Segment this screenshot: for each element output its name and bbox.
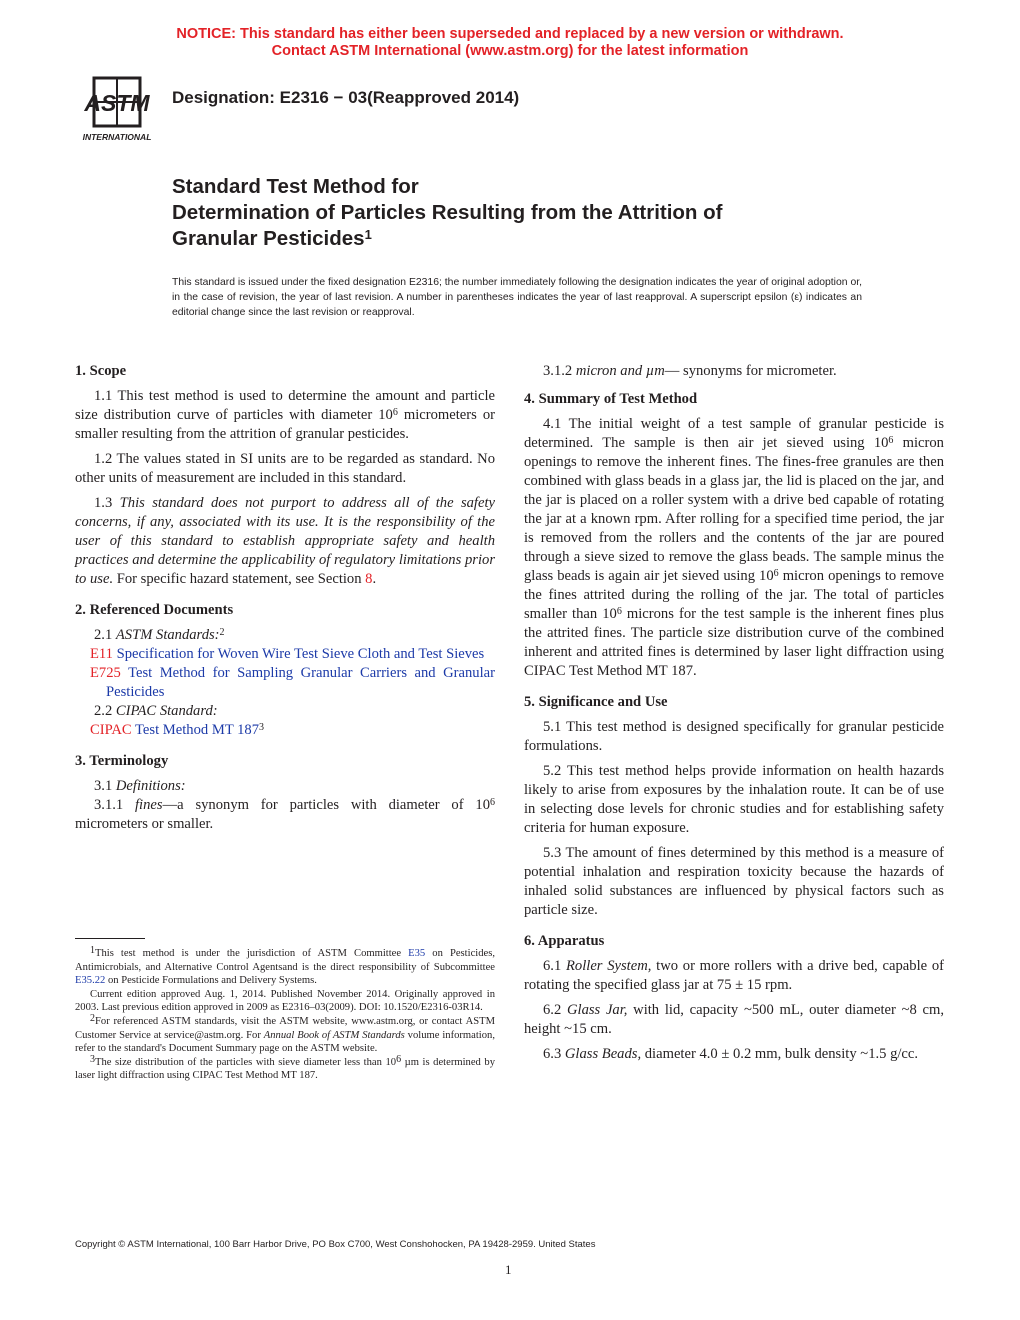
para-3-1-1: 3.1.1 fines—a synonym for particles with diameter of $10^6$ micrometers or smaller.	[75, 797, 495, 832]
para-3-1: 3.1 Definitions:	[94, 778, 186, 794]
para-4-1: 4.1 The initial weight of a test sample of granular pesticide is determined. The sample is then air jet sieved using $10^6$ micron openings to remove the inherent fines. The fines-free granules are then combined with glass beads in a glass jar, the lid is placed on the jar, and the jar is placed on a roller system with a drive bed capable of rotating the jar at a known rpm. After rolling for a specified time period, the jar is removed from the rollers and the contents of the jar are poured through a sieve sized to remove the glass beads. The sample minus the glass beads is again air jet sieved using $10^6$ micron openings to remove the fines attrited during the rolling of the jar. The total of particles smaller than $10^6$ microns for the test sample is the inherent fines plus the attrited fines. The particle size distribution curve of the combined inherent and attrited fines is determined by laser light diffraction using CIPAC Test Method MT 187.	[524, 416, 944, 679]
subcommittee-link[interactable]: E35.22	[75, 975, 106, 987]
footnote-1-edition: Current edition approved Aug. 1, 2014. Published November 2014. Originally approved in 2003. Last previous edition approved in 2009 as E2316–03(2009). DOI: 10.1520/E2316-03R14.	[75, 988, 495, 1014]
reference-cipac-mt187[interactable]: CIPAC Test Method MT $187^3$	[90, 722, 265, 738]
footnote-divider	[75, 938, 145, 939]
left-column	[75, 362, 495, 834]
page-number: 1	[505, 1262, 512, 1277]
astm-logo	[72, 70, 162, 145]
para-5-2: 5.2 This test method helps provide information on health hazards likely to arise from exposures by the inhalation route. It can be of use in selecting dose levels for chronic studies and for establishing safety criteria for human exposure.	[524, 763, 944, 836]
supersede-notice	[0, 26, 1020, 60]
document-title	[172, 174, 932, 252]
para-1-1: 1.1 This test method is used to determine the amount and particle size distribution curve of particles with diameter $10^6$ micrometers or smaller resulting from the attrition of granular pesticides.	[75, 388, 495, 442]
reference-e725[interactable]: E725 Test Method for Sampling Granular Carriers and Granular Pesticides	[90, 665, 495, 700]
title-footnote-ref[interactable]: 1	[364, 227, 372, 242]
logo-subtext: INTERNATIONAL	[82, 132, 152, 142]
footnote-3: $^3$The size distribution of the particles with sieve diameter less than $10^6$ µm is determined by laser light diffraction using CIPAC Test Method MT 187.	[75, 1053, 495, 1082]
copyright-footer: Copyright © ASTM International, 100 Barr Harbor Drive, PO Box C700, West Conshohocken, PA 19428-2959. United States	[75, 1239, 596, 1250]
footnote-2: $^2$For referenced ASTM standards, visit the ASTM website, www.astm.org, or contact ASTM Customer Service at service@astm.org. For Annual Book of ASTM Standards volume information, refer to the standard's Document Summary page on the ASTM website.	[75, 1012, 495, 1055]
para-5-3: 5.3 The amount of fines determined by this method is a measure of potential inhalation and respiration toxicity because the hazards of inhaled solid substances are influenced by physical factors such as particle size.	[524, 845, 944, 918]
para-2-1: 2.1 ASTM Standards:$^2$	[94, 627, 225, 643]
right-column	[524, 362, 944, 1064]
issued-note: This standard is issued under the fixed designation E2316; the number immediately following the designation indicates the year of original adoption or, in the case of revision, the year of last revision. A number in parentheses indicates the year of last reapproval. A superscript epsilon (ε) indicates an editorial change since the last revision or reapproval.	[172, 277, 862, 318]
para-6-2: 6.2 Glass Jar, with lid, capacity ~500 mL, outer diameter ~8 cm, height ~15 cm.	[524, 1002, 944, 1037]
notice-line-2: Contact ASTM International (www.astm.org) for the latest information	[271, 43, 749, 59]
committee-e35-link[interactable]: E35	[408, 948, 426, 959]
para-1-2: 1.2 The values stated in SI units are to be regarded as standard. No other units of measurement are included in this standard.	[75, 451, 495, 486]
astm-logo-icon	[72, 70, 162, 145]
section-5-heading: 5. Significance and Use	[524, 694, 668, 710]
section-3-heading: 3. Terminology	[75, 753, 169, 769]
section-2-heading: 2. Referenced Documents	[75, 602, 234, 618]
title-line-1: Standard Test Method for	[172, 175, 419, 198]
designation: Designation: E2316 − 03(Reapproved 2014)	[172, 88, 520, 107]
section-4-heading: 4. Summary of Test Method	[524, 391, 698, 407]
para-6-1: 6.1 Roller System, two or more rollers with a drive bed, capable of rotating the specified glass jar at 75 ± 15 rpm.	[524, 958, 944, 993]
footnotes	[75, 947, 495, 1083]
reference-e11[interactable]: E11 Specification for Woven Wire Test Sieve Cloth and Test Sieves	[90, 646, 485, 662]
para-5-1: 5.1 This test method is designed specifically for granular pesticide formulations.	[524, 719, 944, 754]
title-line-2: Determination of Particles Resulting from the Attrition of	[172, 201, 723, 224]
para-2-2: 2.2 CIPAC Standard:	[94, 703, 218, 719]
notice-line-1: NOTICE: This standard has either been superseded and replaced by a new version or withdrawn.	[176, 26, 844, 42]
logo-name: ASTM	[84, 90, 150, 116]
section-8-link[interactable]: 8	[365, 571, 373, 587]
title-line-3: Granular Pesticides	[172, 227, 365, 250]
para-6-3: 6.3 Glass Beads, diameter 4.0 ± 0.2 mm, bulk density ~1.5 g/cc.	[543, 1046, 919, 1062]
footnote-1: $^1$This test method is under the jurisdiction of ASTM Committee E35 on Pesticides, Antimicrobials, and Alternative Control Agentsand is the direct responsibility of Subcommittee E35.22 on Pesticide Formulations and Delivery Systems.	[75, 945, 495, 987]
para-3-1-2: 3.1.2 micron and µm— synonyms for micrometer.	[543, 363, 837, 379]
section-1-heading: 1. Scope	[75, 363, 127, 379]
section-6-heading: 6. Apparatus	[524, 933, 605, 949]
para-1-3: 1.3 This standard does not purport to address all of the safety concerns, if any, associated with its use. It is the responsibility of the user of this standard to establish appropriate safety and health practices and determine the applicability of regulatory limitations prior to use. For specific hazard statement, see Section 8.	[75, 495, 495, 587]
